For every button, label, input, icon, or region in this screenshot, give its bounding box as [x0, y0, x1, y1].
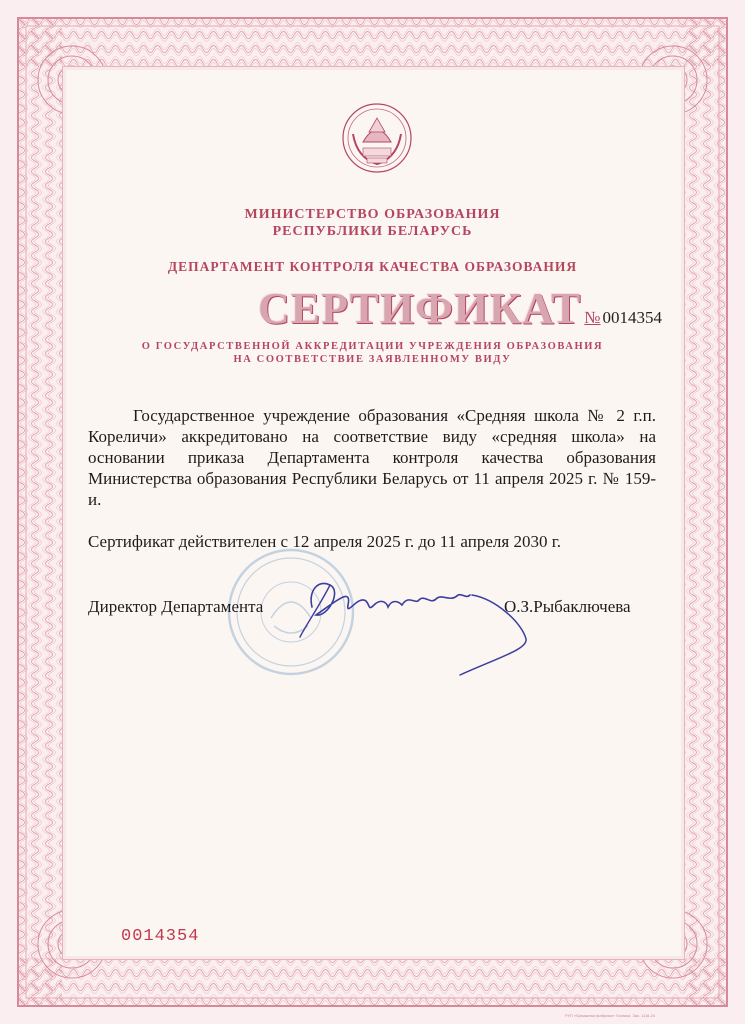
body-paragraph: Государственное учреждение образования «Средняя школа № 2 г.п. Кореличи» аккредитовано на соответствие виду «средняя школа» на основании приказа Департамента контроля качества образования Министерства образования Республики Беларусь от 11 апреля 2025 г. № 159-и.	[88, 406, 656, 509]
signatory-title: Директор Департамента	[88, 597, 264, 616]
subtitle-line-1: О ГОСУДАРСТВЕННОЙ АККРЕДИТАЦИИ УЧРЕЖДЕНИЯ ОБРАЗОВАНИЯ	[141, 341, 604, 352]
certificate-title: СЕРТИФИКАТ	[258, 284, 582, 333]
bottom-serial-number: 0014354	[121, 927, 200, 946]
signatory-name: О.З.Рыбаключева	[504, 597, 631, 616]
certificate-number-label: №	[584, 308, 601, 327]
department-heading: ДЕПАРТАМЕНТ КОНТРОЛЯ КАЧЕСТВА ОБРАЗОВАНИЯ	[167, 259, 578, 274]
ministry-heading	[0, 206, 745, 240]
printer-imprint: РУП «Бумажная фабрика» Гознака. Зак. 1116-24	[565, 1013, 656, 1018]
subtitle-line-2: НА СООТВЕТСТВИЕ ЗАЯВЛЕННОМУ ВИДУ	[233, 354, 512, 365]
belarus-state-emblem-icon	[333, 98, 421, 178]
certificate-title-row	[258, 283, 663, 333]
handwritten-signature	[290, 565, 540, 680]
certificate-subtitle	[0, 340, 745, 366]
ministry-line-2: РЕСПУБЛИКИ БЕЛАРУСЬ	[272, 224, 473, 239]
certificate-number: 0014354	[602, 308, 663, 327]
validity-period: Сертификат действителен с 12 апреля 2025 г. до 11 апреля 2030 г.	[88, 532, 561, 551]
ministry-line-1: МИНИСТЕРСТВО ОБРАЗОВАНИЯ	[244, 207, 501, 222]
certificate-body-text	[88, 405, 656, 510]
certificate-body-area	[62, 66, 685, 960]
